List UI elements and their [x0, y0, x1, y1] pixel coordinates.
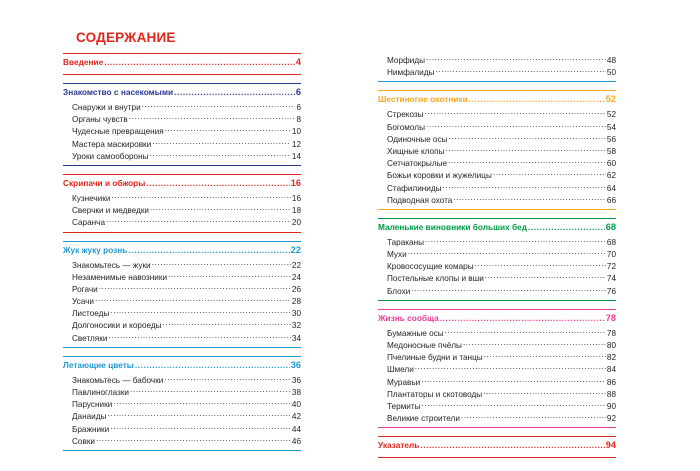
toc-heading-crickets-label: Скрипачи и обжоры [63, 177, 146, 188]
leader-dots [421, 375, 606, 385]
leader-dots [106, 215, 291, 225]
toc-entry-page: 36 [291, 375, 301, 385]
toc-heading-crickets[interactable] [63, 175, 301, 191]
toc-entry-page: 90 [606, 401, 616, 411]
toc-entry-label: Совки [72, 436, 95, 446]
toc-entry-page: 88 [606, 389, 616, 399]
leader-dots [152, 137, 291, 147]
toc-heading-insects-label: Знакомство с насекомыми [63, 87, 174, 97]
toc-entry-label: Усачи [72, 297, 94, 307]
toc-entry-page: 40 [291, 400, 301, 410]
toc-heading-small[interactable] [378, 219, 616, 235]
leader-dots [528, 220, 605, 230]
toc-entry[interactable] [378, 326, 616, 338]
toc-entry-page: 34 [291, 333, 301, 343]
leader-dots [152, 258, 291, 268]
section-rule-bottom [63, 450, 301, 451]
toc-heading-beetles-page: 22 [290, 244, 301, 255]
toc-entry-page: 68 [606, 237, 616, 247]
toc-entry-page: 6 [296, 103, 301, 112]
toc-entry-page: 28 [291, 297, 301, 307]
toc-entry-page: 38 [291, 388, 301, 397]
toc-entry-page: 78 [606, 328, 616, 338]
toc-entry[interactable] [63, 282, 301, 294]
leader-dots [99, 282, 291, 292]
toc-heading-hunters-label: Шестиногие охотники [378, 94, 468, 105]
toc-entry[interactable] [378, 350, 616, 362]
toc-entry[interactable] [378, 338, 616, 350]
toc-heading-small-page: 68 [605, 221, 616, 232]
toc-heading-beetles[interactable] [63, 242, 301, 258]
toc-entry[interactable] [63, 294, 301, 306]
leader-dots [435, 65, 605, 75]
toc-entry[interactable] [63, 409, 301, 421]
section-gap [378, 82, 616, 90]
toc-entry[interactable] [63, 112, 301, 124]
toc-entry[interactable] [378, 107, 616, 119]
toc-entry-page: 30 [291, 309, 301, 319]
section-gap [63, 348, 301, 356]
leader-dots [453, 193, 606, 203]
toc-entry[interactable] [63, 258, 301, 270]
section-gap [63, 233, 301, 241]
toc-entry-label: Великие строители [387, 414, 460, 424]
toc-entry-label: Стафилиниды [387, 183, 442, 193]
toc-entry-label: Шмели [387, 365, 414, 375]
toc-entry-page: 86 [606, 377, 616, 387]
toc-entry-label: Божьи коровки и жужелицы [387, 171, 492, 181]
toc-section-crickets [63, 174, 301, 233]
toc-entry-label: Медоносные пчёлы [387, 341, 462, 350]
toc-entry-label: Долгоносики и короеды [72, 321, 162, 331]
toc-heading-social[interactable] [378, 310, 616, 326]
toc-entry-label: Снаружи и внутри [72, 103, 141, 112]
leader-dots [168, 270, 291, 280]
toc-entry-page: 14 [291, 151, 301, 161]
toc-entry[interactable] [63, 203, 301, 215]
leader-dots [163, 318, 291, 328]
leader-dots [111, 191, 290, 201]
leader-dots [104, 55, 295, 65]
toc-entry-label: Богомолы [387, 122, 425, 132]
leader-dots [408, 247, 606, 257]
leader-dots [440, 311, 605, 321]
toc-entry-page: 42 [291, 412, 301, 422]
toc-entry-page: 44 [291, 424, 301, 434]
toc-entry-page: 52 [606, 110, 616, 120]
toc-entry-page: 76 [606, 286, 616, 296]
toc-entry-label: Пчелиные будни и танцы [387, 353, 483, 363]
toc-entry[interactable] [378, 53, 616, 65]
leader-dots [108, 331, 291, 341]
toc-entry-label: Органы чувств [72, 115, 128, 125]
toc-entry-label: Подводная охота [387, 195, 453, 205]
toc-entry-page: 82 [606, 353, 616, 363]
toc-entry[interactable] [378, 284, 616, 296]
toc-entry[interactable] [378, 120, 616, 132]
leader-dots [426, 120, 606, 130]
page-title: СОДЕРЖАНИЕ [76, 30, 176, 45]
toc-entry[interactable] [63, 270, 301, 282]
section-gap [63, 75, 301, 83]
section-rule-bottom [63, 165, 301, 166]
toc-entry-page: 26 [291, 284, 301, 294]
leader-dots [128, 243, 289, 253]
toc-entry-page: 10 [291, 127, 301, 137]
toc-entry-label: Рогачи [72, 284, 98, 294]
toc-entry-label: Парусники [72, 400, 113, 410]
toc-entry-label: Сетчатокрылые [387, 159, 448, 169]
toc-entry-label: Одиночные осы [387, 134, 448, 144]
toc-section-butterflies [63, 356, 301, 451]
toc-entry-label: Кузнечики [72, 193, 111, 203]
leader-dots [142, 100, 296, 110]
toc-heading-index-label: Указатель [378, 440, 420, 451]
toc-entry-label: Чудесные превращения [72, 127, 164, 137]
toc-entry-page: 20 [291, 218, 301, 228]
toc-entry[interactable] [63, 385, 301, 397]
leader-dots [475, 259, 606, 269]
leader-dots [150, 149, 291, 159]
toc-section-butterflies_cont [378, 53, 616, 82]
toc-entry-label: Знакомьтесь — бабочки [72, 375, 164, 385]
toc-entry[interactable] [63, 149, 301, 161]
toc-entry-label: Хищные клопы [387, 146, 445, 156]
toc-entry-label: Плантаторы и скотоводы [387, 389, 483, 399]
toc-heading-crickets-page: 16 [290, 177, 301, 188]
leader-dots [445, 144, 605, 154]
toc-entry[interactable] [63, 422, 301, 434]
toc-entry[interactable] [63, 397, 301, 409]
toc-entry-page: 16 [291, 193, 301, 203]
toc-entry-label: Бумажные осы [387, 328, 444, 338]
toc-entry[interactable] [63, 215, 301, 227]
toc-entry-page: 84 [606, 365, 616, 375]
leader-dots [415, 362, 606, 372]
toc-entry-label: Муравьи [387, 377, 421, 387]
leader-dots [135, 358, 290, 368]
toc-entry[interactable] [378, 247, 616, 259]
toc-entry[interactable] [63, 373, 301, 385]
leader-dots [107, 409, 290, 419]
toc-entry[interactable] [378, 144, 616, 156]
toc-entry-label: Саранча [72, 218, 106, 228]
toc-entry[interactable] [378, 387, 616, 399]
leader-dots [110, 306, 291, 316]
leader-dots [113, 397, 291, 407]
toc-entry-page: 32 [291, 321, 301, 331]
leader-dots [96, 434, 291, 444]
toc-entry[interactable] [378, 193, 616, 205]
toc-entry-page: 22 [291, 260, 301, 270]
toc-entry-label: Постельные клопы и вши [387, 274, 484, 284]
toc-entry-page: 64 [606, 183, 616, 193]
toc-entry-label: Нимфалиды [387, 68, 435, 78]
toc-entry-label: Незаменимые навозники [72, 272, 168, 282]
toc-heading-index[interactable] [378, 437, 616, 453]
leader-dots [443, 181, 606, 191]
leader-dots [425, 235, 606, 245]
toc-entry-page: 48 [606, 56, 616, 65]
toc-entry[interactable] [378, 362, 616, 374]
toc-entry[interactable] [378, 168, 616, 180]
toc-entry[interactable] [378, 271, 616, 283]
toc-heading-butterflies-label: Летающие цветы [63, 359, 134, 370]
leader-dots [463, 338, 606, 348]
leader-dots [110, 422, 291, 432]
toc-entry-page: 58 [606, 146, 616, 156]
toc-entry-label: Тараканы [387, 237, 425, 247]
toc-entry-page: 70 [606, 250, 616, 260]
section-rule-bottom [378, 209, 616, 210]
leader-dots [420, 438, 604, 448]
toc-entry[interactable] [378, 132, 616, 144]
section-rule-bottom [63, 232, 301, 233]
toc-section-insects [63, 83, 301, 166]
toc-heading-hunters[interactable] [378, 91, 616, 107]
leader-dots [95, 294, 291, 304]
leader-dots [150, 203, 291, 213]
leader-dots [461, 411, 606, 421]
toc-entry-page: 60 [606, 159, 616, 169]
toc-heading-intro[interactable] [63, 54, 301, 70]
toc-heading-social-label: Жизнь сообща [378, 312, 439, 323]
leader-dots [129, 112, 296, 122]
section-rule-bottom [378, 457, 616, 458]
toc-section-social [378, 309, 616, 429]
toc-entry[interactable] [378, 181, 616, 193]
section-gap [378, 428, 616, 436]
leader-dots [483, 387, 606, 397]
leader-dots [484, 350, 606, 360]
toc-entry-page: 66 [606, 195, 616, 205]
toc-entry-label: Блохи [387, 286, 411, 296]
toc-entry[interactable] [378, 375, 616, 387]
toc-entry-label: Бражники [72, 424, 110, 434]
toc-heading-butterflies[interactable] [63, 357, 301, 373]
toc-heading-intro-label: Введение [63, 57, 104, 67]
toc-right-column [378, 53, 616, 458]
toc-entry-page: 56 [606, 134, 616, 144]
leader-dots [485, 271, 606, 281]
toc-entry[interactable] [63, 191, 301, 203]
toc-entry-label: Сверчки и медведки [72, 206, 149, 216]
toc-heading-small-label: Маленькие виновники больших бед [378, 221, 528, 232]
section-gap [378, 210, 616, 218]
leader-dots [146, 176, 289, 186]
leader-dots [164, 373, 291, 383]
toc-entry-label: Морфиды [387, 56, 425, 65]
toc-entry[interactable] [63, 100, 301, 112]
leader-dots [422, 399, 606, 409]
toc-heading-hunters-page: 52 [605, 94, 616, 105]
toc-heading-butterflies-page: 36 [290, 359, 301, 370]
toc-entry-label: Стрекозы [387, 110, 424, 120]
toc-entry-page: 92 [606, 414, 616, 424]
toc-entry-page: 54 [606, 122, 616, 132]
section-rule-bottom [63, 347, 301, 348]
toc-entry[interactable] [63, 434, 301, 446]
toc-entry-label: Термиты [387, 401, 421, 411]
toc-entry[interactable] [63, 318, 301, 330]
toc-entry[interactable] [63, 331, 301, 343]
toc-entry-label: Мастера маскировки [72, 139, 152, 149]
toc-heading-insects[interactable] [63, 84, 301, 100]
toc-left-column [63, 53, 301, 451]
toc-section-small [378, 218, 616, 301]
toc-entry-page: 46 [291, 436, 301, 446]
toc-entry[interactable] [378, 399, 616, 411]
toc-entry-label: Кровососущие комары [387, 262, 474, 272]
toc-entry-label: Светляки [72, 333, 108, 343]
toc-heading-beetles-label: Жук жуку рознь [63, 244, 128, 255]
toc-entry-page: 18 [291, 206, 301, 216]
leader-dots [411, 284, 606, 294]
toc-section-hunters [378, 90, 616, 210]
leader-dots [426, 53, 606, 63]
toc-entry-label: Мухи [387, 250, 407, 260]
toc-entry[interactable] [378, 411, 616, 423]
toc-entry-page: 24 [291, 272, 301, 282]
toc-entry[interactable] [378, 65, 616, 77]
toc-section-beetles [63, 241, 301, 348]
leader-dots [448, 156, 606, 166]
section-rule-bottom [378, 81, 616, 82]
toc-entry-page: 50 [606, 68, 616, 78]
leader-dots [445, 326, 606, 336]
toc-entry-page: 62 [606, 171, 616, 181]
toc-entry-label: Листоеды [72, 309, 110, 319]
toc-entry-page: 74 [606, 274, 616, 284]
section-rule-bottom [378, 427, 616, 428]
toc-entry-page: 80 [606, 341, 616, 350]
toc-entry[interactable] [378, 259, 616, 271]
leader-dots [165, 124, 291, 134]
section-rule-bottom [378, 300, 616, 301]
toc-entry[interactable] [378, 235, 616, 247]
toc-heading-social-page: 78 [605, 312, 616, 323]
toc-entry-label: Павлиноглазки [72, 388, 129, 397]
toc-entry-label: Знакомьтесь — жуки [72, 260, 151, 270]
leader-dots [130, 385, 291, 395]
section-rule-bottom [63, 74, 301, 75]
toc-entry-page: 72 [606, 262, 616, 272]
toc-section-intro [63, 53, 301, 75]
leader-dots [493, 168, 606, 178]
leader-dots [425, 107, 606, 117]
section-gap [378, 301, 616, 309]
toc-entry[interactable] [63, 137, 301, 149]
leader-dots [448, 132, 605, 142]
toc-entry-page: 12 [291, 139, 301, 149]
toc-entry[interactable] [63, 124, 301, 136]
toc-section-index [378, 436, 616, 458]
toc-heading-intro-page: 4 [295, 57, 301, 67]
toc-entry-page: 8 [296, 115, 301, 125]
toc-heading-index-page: 94 [605, 440, 616, 451]
toc-entry[interactable] [63, 306, 301, 318]
leader-dots [469, 92, 605, 102]
leader-dots [174, 85, 295, 95]
toc-entry-label: Данаиды [72, 412, 107, 422]
toc-heading-insects-page: 6 [295, 87, 301, 97]
toc-entry-label: Уроки самообороны [72, 151, 149, 161]
toc-entry[interactable] [378, 156, 616, 168]
section-gap [63, 166, 301, 174]
